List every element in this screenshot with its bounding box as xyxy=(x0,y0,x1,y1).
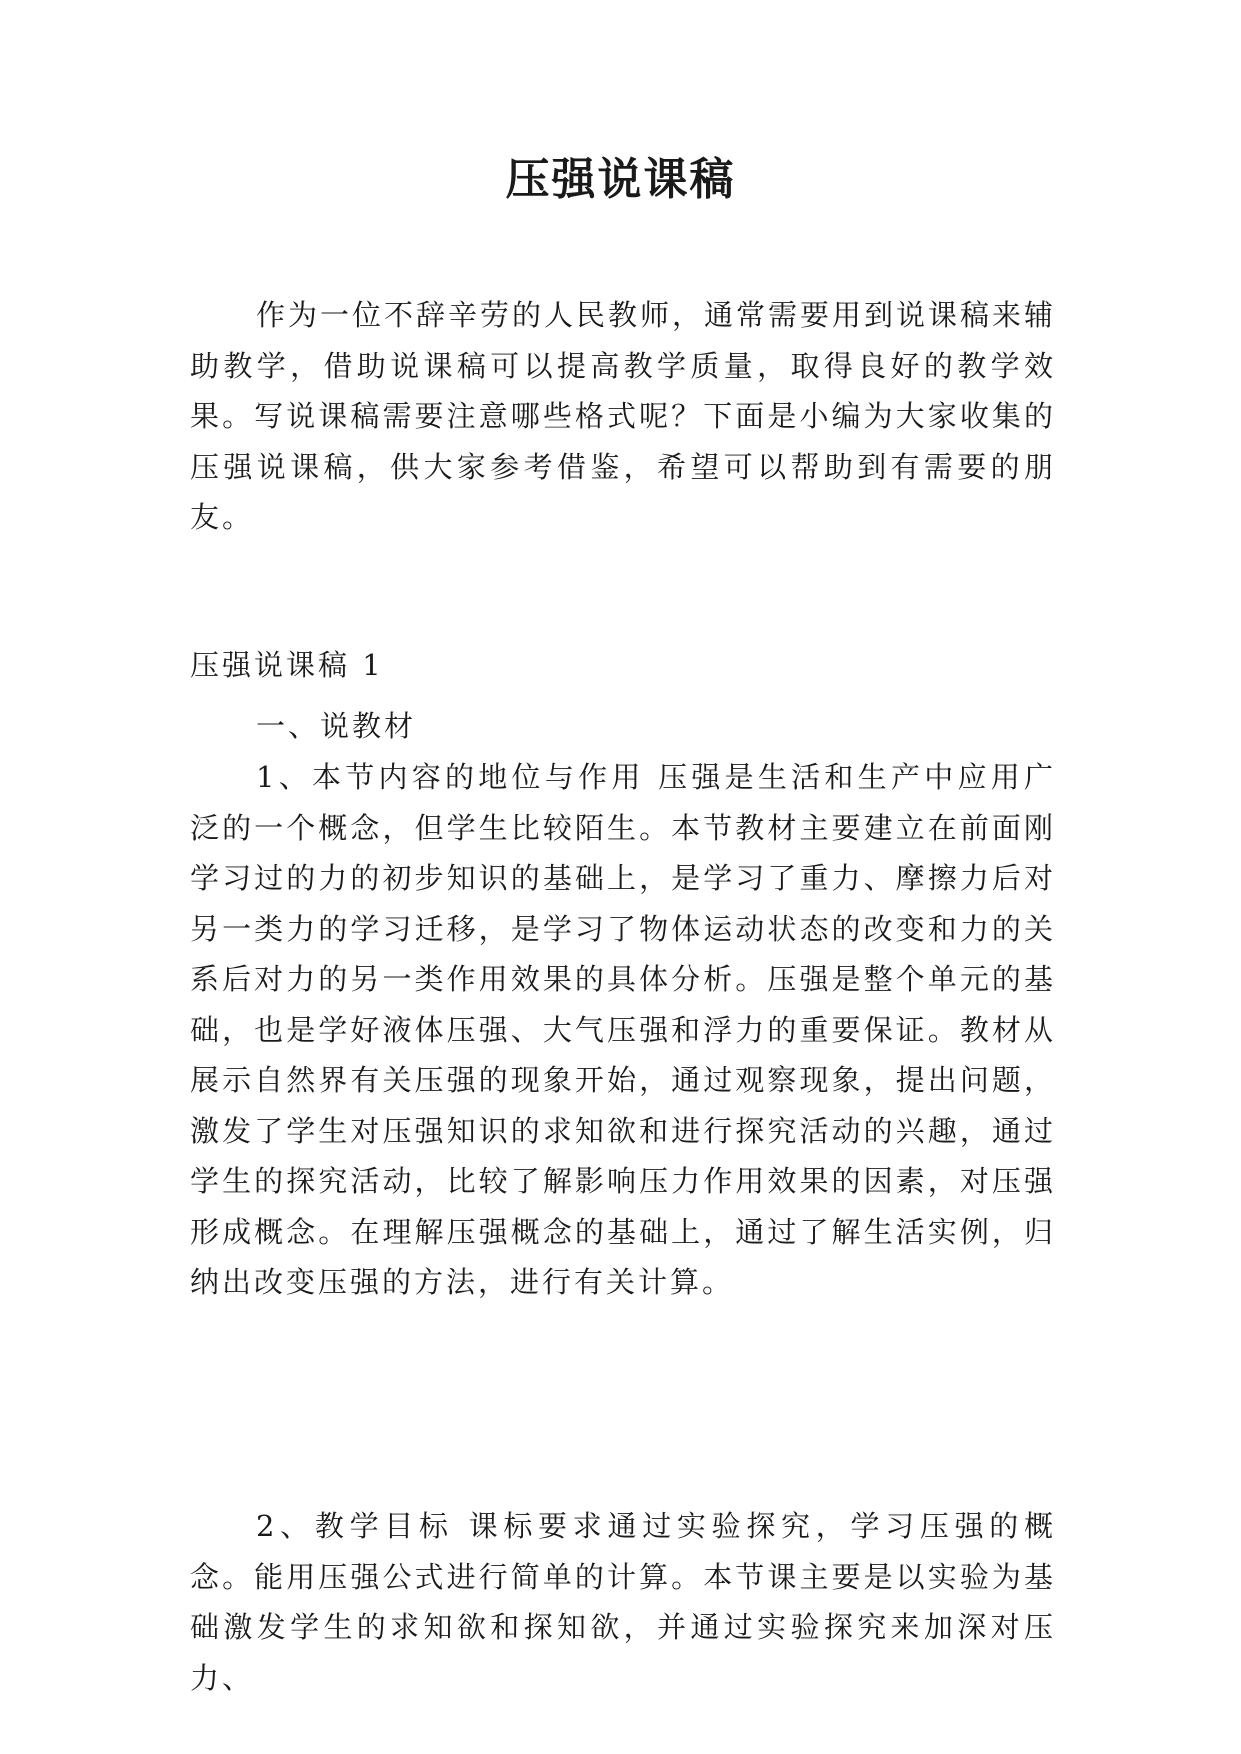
body-paragraph: 2、教学目标 课标要求通过实验探究，学习压强的概念。能用压强公式进行简单的计算。本节课主要是以实验为基础激发学生的求知欲和探知欲，并通过实验探究来加深对压力、 xyxy=(190,1509,1056,1695)
section-heading: 压强说课稿 1 xyxy=(190,648,384,682)
page-title: 压强说课稿 xyxy=(505,154,736,205)
body-paragraph: 1、本节内容的地位与作用 压强是生活和生产中应用广泛的一个概念，但学生比较陌生。本节教材主要建立在前面刚学习过的力的初步知识的基础上，是学习了重力、摩擦力后对另一类力的学习迁移，是学习了物体运动状态的改变和力的关系后对力的另一类作用效果的具体分析。压强是整个单元的基础，也是学好液体压强、大气压强和浮力的重要保证。教材从展示自然界有关压强的现象开始，通过观察现象，提出问题，激发了学生对压强知识的求知欲和进行探究活动的兴趣，通过学生的探究活动，比较了解影响压力作用效果的因素，对压强形成概念。在理解压强概念的基础上，通过了解生活实例，归纳出改变压强的方法，进行有关计算。 xyxy=(190,760,1056,1299)
sub-heading: 一、说教材 xyxy=(256,709,417,743)
intro-paragraph: 作为一位不辞辛劳的人民教师，通常需要用到说课稿来辅助教学，借助说课稿可以提高教学质量，取得良好的教学效果。写说课稿需要注意哪些格式呢？下面是小编为大家收集的压强说课稿，供大家参考借鉴，希望可以帮助到有需要的朋友。 xyxy=(190,298,1057,534)
